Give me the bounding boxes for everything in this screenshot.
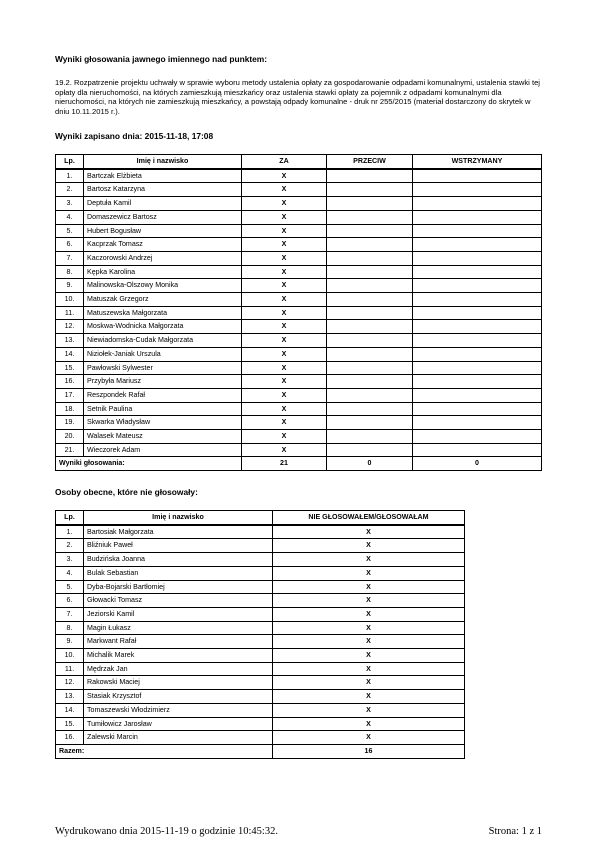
vote-wstrzymany-mark [413,224,542,238]
votes-table [55,154,542,471]
vote-za-mark: X [242,210,327,224]
saved-timestamp: Wyniki zapisano dnia: 2015-11-18, 17:08 [55,131,214,141]
non-voters-total-row [56,744,465,758]
table-row [56,169,542,183]
table-row [56,293,542,307]
not-voted-mark: X [273,621,465,635]
printed-timestamp: Wydrukowano dnia 2015-11-19 o godzinie 10:45:32. [55,826,278,837]
vote-za-mark: X [242,197,327,211]
row-number: 18. [56,402,84,416]
councillor-name: Tomaszewski Włodzimierz [84,703,273,717]
councillor-name: Domaszewicz Bartosz [84,210,242,224]
table-row [56,553,465,567]
not-voted-mark: X [273,607,465,621]
col-wstrzymany: WSTRZYMANY [413,155,542,169]
councillor-name: Bulak Sebastian [84,566,273,580]
not-voted-mark: X [273,594,465,608]
table-row [56,388,542,402]
row-number: 4. [56,210,84,224]
councillor-name: Matuszewska Małgorzata [84,306,242,320]
vote-przeciw-mark [327,320,413,334]
row-number: 16. [56,375,84,389]
vote-przeciw-mark [327,238,413,252]
vote-przeciw-mark [327,251,413,265]
votes-total-przeciw: 0 [327,457,413,471]
vote-za-mark: X [242,388,327,402]
col-przeciw: PRZECIW [327,155,413,169]
row-number: 2. [56,183,84,197]
vote-za-mark: X [242,306,327,320]
vote-wstrzymany-mark [413,402,542,416]
page-number: Strona: 1 z 1 [488,826,542,837]
row-number: 11. [56,662,84,676]
non-voters-total-value: 16 [273,744,465,758]
councillor-name: Kępka Karolina [84,265,242,279]
vote-przeciw-mark [327,306,413,320]
row-number: 3. [56,553,84,567]
vote-wstrzymany-mark [413,210,542,224]
table-row [56,197,542,211]
row-number: 8. [56,621,84,635]
col-lp: Lp. [56,155,84,169]
non-voters-table [55,510,465,759]
vote-wstrzymany-mark [413,293,542,307]
row-number: 7. [56,607,84,621]
vote-wstrzymany-mark [413,306,542,320]
table-row [56,279,542,293]
councillor-name: Niziołek-Janiak Urszula [84,347,242,361]
row-number: 19. [56,416,84,430]
vote-za-mark: X [242,265,327,279]
vote-za-mark: X [242,251,327,265]
row-number: 20. [56,430,84,444]
vote-przeciw-mark [327,347,413,361]
table-row [56,320,542,334]
row-number: 6. [56,594,84,608]
non-voters-total-label: Razem: [56,744,273,758]
councillor-name: Bartczak Elżbieta [84,169,242,183]
not-voted-mark: X [273,690,465,704]
vote-wstrzymany-mark [413,183,542,197]
non-voters-heading: Osoby obecne, które nie głosowały: [55,487,198,497]
table-row [56,676,465,690]
row-number: 1. [56,525,84,539]
table-row [56,183,542,197]
vote-za-mark: X [242,224,327,238]
vote-wstrzymany-mark [413,238,542,252]
vote-wstrzymany-mark [413,197,542,211]
row-number: 9. [56,635,84,649]
councillor-name: Malinowska-Olszowy Monika [84,279,242,293]
row-number: 11. [56,306,84,320]
votes-total-za: 21 [242,457,327,471]
vote-przeciw-mark [327,183,413,197]
vote-przeciw-mark [327,169,413,183]
row-number: 10. [56,649,84,663]
vote-wstrzymany-mark [413,279,542,293]
row-number: 15. [56,717,84,731]
vote-wstrzymany-mark [413,251,542,265]
row-number: 5. [56,580,84,594]
councillor-name: Zalewski Marcin [84,731,273,745]
councillor-name: Deptuła Kamil [84,197,242,211]
vote-przeciw-mark [327,334,413,348]
table-row [56,649,465,663]
vote-wstrzymany-mark [413,320,542,334]
councillor-name: Michalik Marek [84,649,273,663]
vote-za-mark: X [242,238,327,252]
table-row [56,580,465,594]
table-row [56,416,542,430]
row-number: 13. [56,334,84,348]
row-number: 6. [56,238,84,252]
vote-za-mark: X [242,416,327,430]
table-row [56,334,542,348]
row-number: 9. [56,279,84,293]
row-number: 15. [56,361,84,375]
row-number: 8. [56,265,84,279]
table-row [56,402,542,416]
table-row [56,306,542,320]
table-row [56,238,542,252]
row-number: 4. [56,566,84,580]
councillor-name: Budzińska Joanna [84,553,273,567]
table-row [56,430,542,444]
row-number: 1. [56,169,84,183]
not-voted-mark: X [273,703,465,717]
row-number: 16. [56,731,84,745]
councillor-name: Przybyła Mariusz [84,375,242,389]
vote-wstrzymany-mark [413,361,542,375]
not-voted-mark: X [273,717,465,731]
table-row [56,717,465,731]
row-number: 7. [56,251,84,265]
row-number: 5. [56,224,84,238]
not-voted-mark: X [273,731,465,745]
col-name: Imię i nazwisko [84,155,242,169]
not-voted-mark: X [273,566,465,580]
not-voted-mark: X [273,635,465,649]
table-row [56,210,542,224]
vote-przeciw-mark [327,197,413,211]
vote-przeciw-mark [327,279,413,293]
councillor-name: Wieczorek Adam [84,443,242,457]
votes-total-label: Wyniki głosowania: [56,457,242,471]
table-row [56,635,465,649]
vote-za-mark: X [242,320,327,334]
councillor-name: Hubert Bogusław [84,224,242,238]
vote-za-mark: X [242,293,327,307]
councillor-name: Tumiłowicz Jarosław [84,717,273,731]
vote-za-mark: X [242,334,327,348]
table-row [56,265,542,279]
not-voted-mark: X [273,525,465,539]
table-row [56,539,465,553]
col-not-voted: NIE GŁOSOWAŁEM/GŁOSOWAŁAM [273,511,465,525]
row-number: 2. [56,539,84,553]
vote-wstrzymany-mark [413,334,542,348]
councillor-name: Niewiadomska-Cudak Małgorzata [84,334,242,348]
vote-przeciw-mark [327,224,413,238]
vote-przeciw-mark [327,293,413,307]
councillor-name: Kacprzak Tomasz [84,238,242,252]
table-row [56,607,465,621]
councillor-name: Bartosiak Małgorzata [84,525,273,539]
section-heading: Wyniki głosowania jawnego imiennego nad punktem: [55,54,268,64]
councillor-name: Mędrzak Jan [84,662,273,676]
vote-wstrzymany-mark [413,347,542,361]
vote-za-mark: X [242,279,327,293]
non-voters-table-header [56,511,465,525]
row-number: 12. [56,676,84,690]
councillor-name: Dyba-Bojarski Bartłomiej [84,580,273,594]
table-row [56,662,465,676]
table-row [56,594,465,608]
councillor-name: Reszpondek Rafał [84,388,242,402]
col-za: ZA [242,155,327,169]
councillor-name: Moskwa-Wodnicka Małgorzata [84,320,242,334]
councillor-name: Jeziorski Kamil [84,607,273,621]
vote-przeciw-mark [327,443,413,457]
row-number: 21. [56,443,84,457]
table-row [56,621,465,635]
councillor-name: Bartosz Katarzyna [84,183,242,197]
votes-table-header [56,155,542,169]
table-row [56,224,542,238]
vote-wstrzymany-mark [413,416,542,430]
councillor-name: Kaczorowski Andrzej [84,251,242,265]
vote-wstrzymany-mark [413,265,542,279]
vote-wstrzymany-mark [413,443,542,457]
vote-przeciw-mark [327,361,413,375]
councillor-name: Pawłowski Sylwester [84,361,242,375]
row-number: 17. [56,388,84,402]
vote-za-mark: X [242,169,327,183]
col-lp: Lp. [56,511,84,525]
row-number: 14. [56,703,84,717]
table-row [56,347,542,361]
row-number: 13. [56,690,84,704]
councillor-name: Stasiak Krzysztof [84,690,273,704]
table-row [56,731,465,745]
councillor-name: Bliźniuk Paweł [84,539,273,553]
table-row [56,443,542,457]
vote-za-mark: X [242,183,327,197]
not-voted-mark: X [273,580,465,594]
table-row [56,566,465,580]
row-number: 3. [56,197,84,211]
councillor-name: Skwarka Władysław [84,416,242,430]
table-row [56,361,542,375]
vote-wstrzymany-mark [413,375,542,389]
table-row [56,703,465,717]
vote-za-mark: X [242,430,327,444]
agenda-item-description: 19.2. Rozpatrzenie projektu uchwały w sprawie wyboru metody ustalenia opłaty za gospodarowanie odpadami komunalnymi, ustalenia stawki tej opłaty dla nieruchomości, na których zamieszkują mieszkańcy oraz ustalenia stawki opłaty za pojemnik z odpadami komunalnymi dla nieruchomości, na których nie zamieszkują mieszkańcy, a powstają odpady komunalne - druk nr 255/2015 (materiał dostarczony do skrytek w dniu 10.11.2015 r.). [55,78,540,116]
councillor-name: Magin Łukasz [84,621,273,635]
vote-za-mark: X [242,443,327,457]
councillor-name: Walasek Mateusz [84,430,242,444]
not-voted-mark: X [273,662,465,676]
vote-za-mark: X [242,347,327,361]
table-row [56,375,542,389]
not-voted-mark: X [273,676,465,690]
vote-przeciw-mark [327,210,413,224]
vote-za-mark: X [242,402,327,416]
vote-wstrzymany-mark [413,169,542,183]
vote-za-mark: X [242,375,327,389]
table-row [56,251,542,265]
vote-przeciw-mark [327,265,413,279]
councillor-name: Głowacki Tomasz [84,594,273,608]
table-row [56,525,465,539]
councillor-name: Setnik Paulina [84,402,242,416]
vote-wstrzymany-mark [413,388,542,402]
row-number: 14. [56,347,84,361]
vote-przeciw-mark [327,388,413,402]
councillor-name: Markwant Rafał [84,635,273,649]
not-voted-mark: X [273,539,465,553]
table-row [56,690,465,704]
vote-wstrzymany-mark [413,430,542,444]
vote-przeciw-mark [327,375,413,389]
row-number: 12. [56,320,84,334]
row-number: 10. [56,293,84,307]
votes-total-row [56,457,542,471]
votes-total-wstrzymany: 0 [413,457,542,471]
not-voted-mark: X [273,649,465,663]
vote-przeciw-mark [327,402,413,416]
vote-za-mark: X [242,361,327,375]
councillor-name: Matuszak Grzegorz [84,293,242,307]
not-voted-mark: X [273,553,465,567]
col-name: Imię i nazwisko [84,511,273,525]
councillor-name: Rakowski Maciej [84,676,273,690]
vote-przeciw-mark [327,416,413,430]
vote-przeciw-mark [327,430,413,444]
